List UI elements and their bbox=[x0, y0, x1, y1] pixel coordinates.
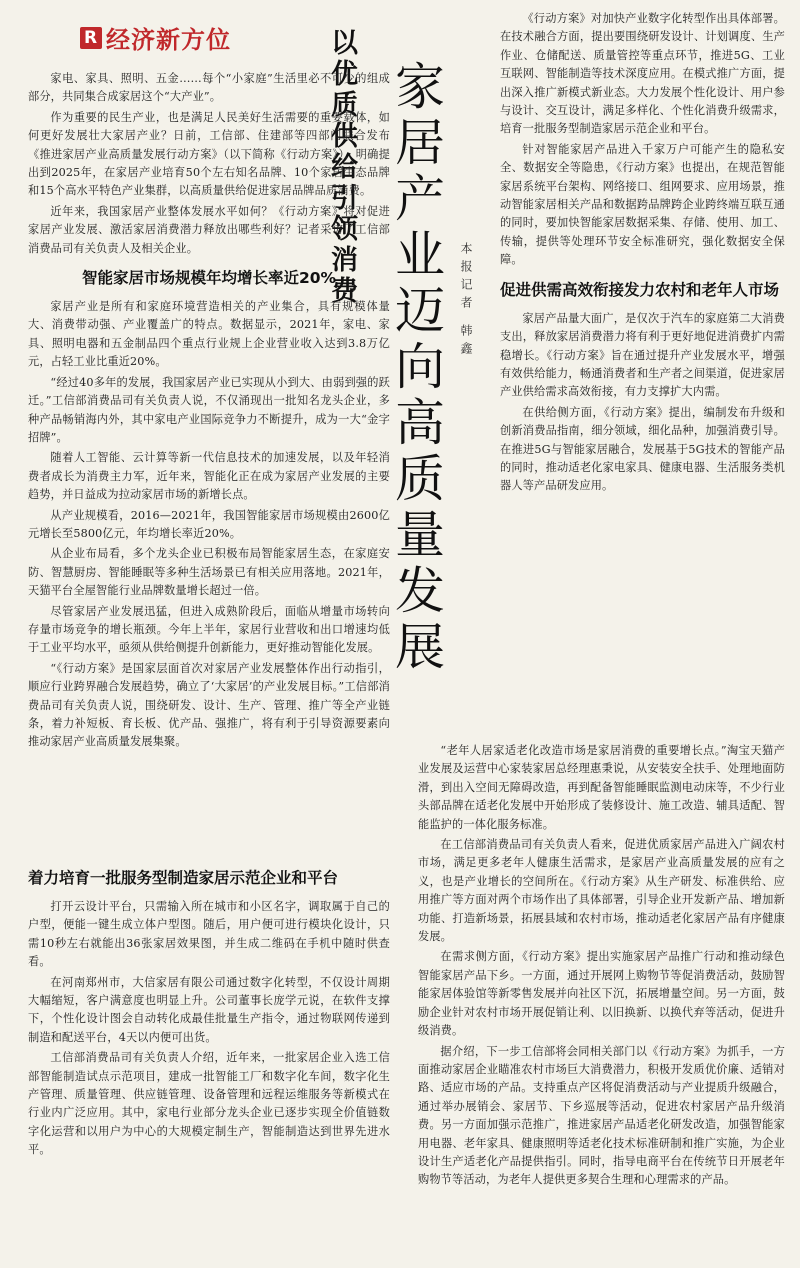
article-subtitle: 以优质供给引领消费 bbox=[326, 28, 357, 307]
section1-paragraph: 随着人工智能、云计算等新一代信息技术的加速发展，以及年轻消费者成长为消费主力军，近年来，智能化正在成为家居产业发展的主要趋势，并日益成为拉动家居市场的新增长点。 bbox=[28, 451, 390, 502]
intro-paragraph: 作为重要的民生产业，也是满足人民美好生活需要的重要载体，如何更好发展壮大家居产业？日前，工信部、住建部等四部门联合发布《推进家居产业高质量发展行动方案》（以下简称《行动方案》），明确提出到2025年，在家居产业培育50个左右知名品牌、10个家居生态品牌和15个高水平特色产业集群，以高质量供给促进家居品牌品质消费。 bbox=[28, 110, 390, 198]
section3-heading: 促进供需高效衔接发力农村和老年人市场 bbox=[500, 280, 780, 299]
section2-paragraph: 工信部消费品司有关负责人介绍，近年来，一批家居企业入选工信部智能制造试点示范项目，建成一批智能工厂和数字化车间，数字化生产管理、质量管理、供应链管理、设备管理和远程运维服务等新模式在行业内广泛应用。其中，家电行业部分龙头企业已逐步实现全价值链数字化运营和以用户为中心的大规模定制生产，智能制造达到世界先进水平。 bbox=[28, 1051, 390, 1157]
section2-heading: 着力培育一批服务型制造家居示范企业和平台 bbox=[28, 869, 339, 887]
section3-paragraph: 在需求侧方面，《行动方案》提出实施家居产品推广行动和推动绿色智能家居产品下乡。一方面，通过开展网上购物节等促消费活动，鼓励智能家居体验馆等新零售发展并向社区下沉，拓展增量空间。另一方面，鼓励企业针对农村市场开展促销让利、以旧换新、以换代弃等活动，促进升级消费。 bbox=[418, 950, 785, 1038]
column-badge: R bbox=[80, 27, 102, 49]
article-byline: 本报记者 韩鑫 bbox=[459, 242, 473, 360]
right-bottom-column bbox=[418, 742, 785, 1192]
section2-paragraph: 《行动方案》对加快产业数字化转型作出具体部署。在技术融合方面，提出要围绕研发设计、计划调度、生产作业、仓储配送、质量管控等重点环节，推进5G、工业互联网、智能制造等技术深度应用。在模式推广方面，提出深入推广新模式新业态。大力发展个性化设计、用户参与设计、交互设计，满足多样化、个性化消费升级需求，培育一批服务型制造家居示范企业和平台。 bbox=[500, 12, 785, 136]
section3-paragraph: 在工信部消费品司有关负责人看来，促进优质家居产品进入广阔农村市场，满足更多老年人健康生活需求，是家居产业高质量发展的应有之义，也是产业增长的空间所在。《行动方案》从生产研发、标准供给、应用推广等方面对两个市场作出了具体部署，引导企业开发新产品、增加新功能、打造新场景，拓展县域和农村市场，推动适老化家居产品有序健康发展。 bbox=[418, 838, 785, 944]
section3-paragraph: 据介绍，下一步工信部将会同相关部门以《行动方案》为抓手，一方面推动家居企业瞄准农村市场巨大消费潜力，积极开发质优价廉、适销对路、适应市场的产品。支持重点产区将促消费活动与产业提质升级融合，通过举办展销会、家居节、下乡巡展等活动，促进农村家居产品升级消费。另一方面加强示范推广，推进家居产品适老化研发改造，加强智能家用电器、老年家具、健康照明等适老化技术标准研制和推广实施，为企业设计生产适老化产品提供指引。同时，指导电商平台在传统节日开展老年购物节等活动，为老年人提供更多契合生理和心理需求的产品。 bbox=[418, 1044, 785, 1187]
section1-paragraph: 从产业规模看，2016—2021年，我国智能家居市场规模由2600亿元增长至5800亿元，年均增长率近20%。 bbox=[28, 508, 390, 540]
section3-paragraph: 家居产品量大面广，是仅次于汽车的家庭第二大消费支出，释放家居消费潜力将有利于更好地促进消费扩内需稳增长。《行动方案》旨在通过提升产业发展水平，增强有效供给能力，畅通消费者和生产者之间渠道，促进家居产业供给需求高效衔接，有力支撑扩大内需。 bbox=[500, 311, 785, 399]
section3-paragraph: 在供给侧方面，《行动方案》提出，编制发布升级和创新消费品指南，细分领域，细化品种，加强消费引导。在推进5G与智能家居融合，发展基于5G技术的智能产品的同时，推动适老化家电家具、健康电器、生活服务类机器人等产品研发应用。 bbox=[500, 405, 785, 493]
column-label bbox=[80, 20, 231, 55]
section1-heading: 智能家居市场规模年均增长率近20% bbox=[81, 269, 337, 288]
section2-paragraph: 在河南郑州市，大信家居有限公司通过数字化转型，不仅设计周期大幅缩短，客户满意度也明显上升。公司董事长庞学元说，在软件支撑下，个性化设计图会自动转化成最佳批量生产指令，通过物联网传递到制造和配送平台，4天以内便可出货。 bbox=[28, 975, 390, 1044]
section1-paragraph: 家居产业是所有和家庭环境营造相关的产业集合，具有规模体量大、消费带动强、产业覆盖广的特点。数据显示，2021年，家电、家具、照明电器和五金制品四个重点行业规上企业营业收入达到3.8万亿元，占轻工业比重近20%。 bbox=[28, 300, 390, 369]
article-title: 家居产业迈向高质量发展 bbox=[387, 60, 445, 676]
intro-paragraph: 家电、家具、照明、五金……每个“小家庭”生活里必不可少的组成部分，共同集合成家居这个“大产业”。 bbox=[28, 72, 390, 104]
column-label-text: 经济新方位 bbox=[106, 26, 231, 54]
left-bottom-column bbox=[28, 858, 390, 1162]
section2-paragraph: 针对智能家居产品进入千家万户可能产生的隐私安全、数据安全等隐患，《行动方案》也提出，在规范智能家居系统平台架构、网络接口、组网要求、应用场景，推动智能家居相关产品和数据跨品牌跨企业跨终端互联互通的同时，要加快智能家居数据采集、存储、使用、加工、传输，提供等处理环节安全标准研究，强化数据安全保障。 bbox=[500, 142, 785, 267]
section1-paragraph: “经过40多年的发展，我国家居产业已实现从小到大、由弱到强的跃迁。”工信部消费品司有关负责人说，不仅涌现出一批知名龙头企业，多种产品畅销海内外，其中家电产业国际竞争力不断提升，成为一大“金字招牌”。 bbox=[28, 375, 390, 444]
intro-paragraph: 近年来，我国家居产业整体发展水平如何？《行动方案》将对促进家居产业发展、激活家居消费潜力释放出哪些利好？记者采访了工信部消费品司有关负责人及相关企业。 bbox=[28, 204, 390, 255]
left-column bbox=[28, 70, 390, 754]
section1-paragraph: 尽管家居产业发展迅猛，但进入成熟阶段后，面临从增量市场转向存量市场竞争的增长瓶颈。今年上半年，家居行业营收和出口增速均低于工业平均水平，亟须从供给侧提升创新能力，更好推动智能化发展。 bbox=[28, 604, 390, 655]
section3-paragraph: “老年人居家适老化改造市场是家居消费的重要增长点。”淘宝天猫产业发展及运营中心家装家居总经理惠秉说，从安装安全扶手、处理地面防滑，到出入空间无障碍改造，再到配备智能睡眠监测电动床等，不少行业头部品牌在适老化发展中开始形成了装修设计、施工改造、辅具适配、智能监护的一体化服务标准。 bbox=[418, 744, 785, 831]
section1-paragraph: 从企业布局看，多个龙头企业已积极布局智能家居生态，在家庭安防、智慧厨房、智能睡眠等多种生活场景已有相关应用落地。2021年，天猫平台全屋智能行业品牌数量增长超过一倍。 bbox=[28, 547, 390, 598]
section2-paragraph: 打开云设计平台，只需输入所在城市和小区名字，调取属于自己的户型，便能一键生成立体户型图。随后，用户便可进行模块化设计，只需10秒左右就能出36张家居效果图，并生成二维码在手机中随时供查看。 bbox=[28, 900, 390, 969]
section1-paragraph: “《行动方案》是国家层面首次对家居产业发展整体作出行动指引，顺应行业跨界融合发展趋势，确立了‘大家居’的产业发展目标。”工信部消费品司有关负责人说，围绕研发、设计、生产、管理、推广等全产业链条，着力补短板、育长板、优产品、强推广，将有利于引导资源要素向推动家居产业高质量发展集聚。 bbox=[28, 661, 390, 749]
right-column bbox=[500, 10, 785, 498]
